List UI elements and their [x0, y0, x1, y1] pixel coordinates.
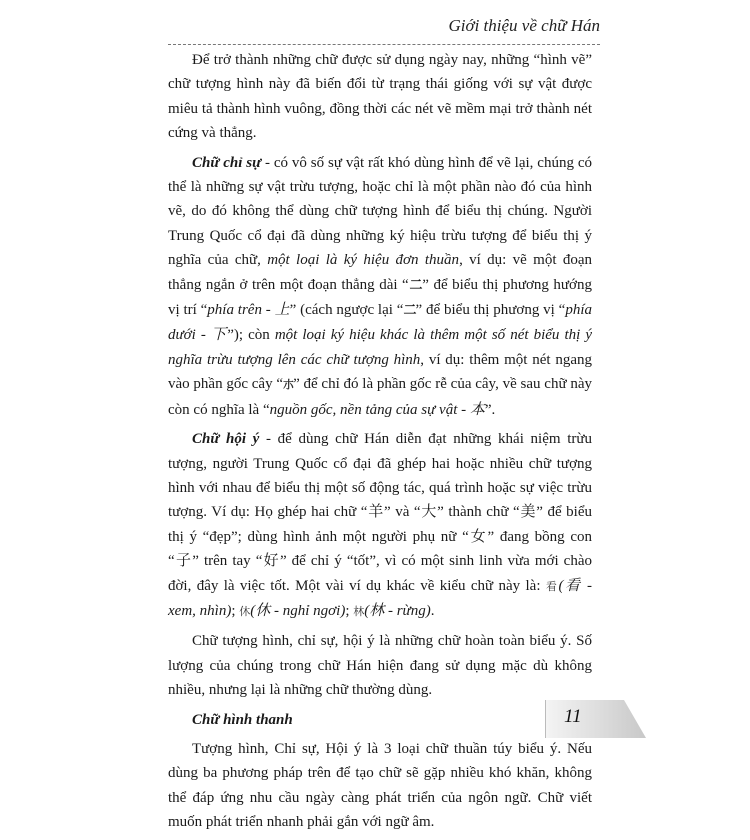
ancient-glyph-rest: 休 — [239, 605, 251, 618]
term-chi-su: Chữ chỉ sự — [192, 154, 262, 171]
paragraph-chi-su: Chữ chỉ sự - có vô số sự vật rất khó dùng hình để vẽ lại, chúng có thể là những sự vật trừu tượng, hoặc chỉ là một phần nào đó của hình vẽ, do đó không thể dùng chữ tượng hình để biểu thị chúng. Người Trung Quốc cổ đại đã dùng những ký hiệu trừu tượng để biểu thị ý nghĩa của chữ, một loại là ký hiệu đơn thuần, ví dụ: vẽ một đoạn thẳng ngắn ở trên một đoạn thẳng dài “二” để biểu thị phương hướng vị trí “phía trên - 上” (cách ngược lại “二” để biểu thị phương vị “phía dưới - 下”); còn một loại ký hiệu khác là thêm một số nét biểu thị ý nghĩa trừu tượng lên các chữ tượng hình, ví dụ: thêm một nét ngang vào phần gốc cây “朩” để chỉ đó là phần gốc rễ của cây, về sau chữ này còn có nghĩa là “nguồn gốc, nền tảng của sự vật - 本”. — [168, 154, 593, 418]
heading-hinh-thanh: Chữ hình thanh — [192, 711, 293, 728]
page-body — [168, 48, 592, 840]
paragraph-summary: Chữ tượng hình, chỉ sự, hội ý là những chữ hoàn toàn biểu ý. Số lượng của chúng trong chữ Hán hiện đang sử dụng mặc dù không nhiều, nhưng lại là những chữ thường dùng. — [168, 633, 592, 699]
page-number: 11 — [564, 706, 582, 727]
term-hoi-y: Chữ hội ý — [192, 431, 260, 448]
ancient-glyph-below: 二 — [403, 303, 416, 319]
ancient-glyph-above: 二 — [408, 277, 423, 293]
paragraph-hoi-y: Chữ hội ý - để dùng chữ Hán diễn đạt những khái niệm trừu tượng, người Trung Quốc cổ đại đã ghép hai hoặc nhiều chữ tượng hình với nhau để biểu thị một số động tác, quá trình hoặc sự việc trừu tượng. Ví dụ: Họ ghép hai chữ “羊” và “大” thành chữ “美” để biểu thị ý “đẹp”; dùng hình ảnh một người phụ nữ “女” đang bồng con “子” trên tay “好” để chỉ ý “tốt”, vì có một sinh linh vừa mới chào đời, đây là việc tốt. Một vài ví dụ khác về kiểu chữ này là: 看(看 - xem, nhìn); 休(休 - nghỉ ngơi); 林(林 - rừng). — [168, 431, 593, 619]
ancient-glyph-root: 朩 — [283, 378, 294, 392]
paragraph-hinh-thanh: Tượng hình, Chỉ sự, Hội ý là 3 loại chữ thuần túy biểu ý. Nếu dùng ba phương pháp trên để tạo chữ sẽ gặp nhiều khó khăn, không thể đáp ứng nhu cầu ngày càng phát triển của ngôn ngữ. Chữ viết muốn phát triển nhanh phải gắn với ngữ âm. — [168, 740, 592, 831]
ancient-glyph-see: 看 — [545, 580, 559, 593]
page-number-tab — [545, 700, 646, 738]
header-divider — [168, 44, 600, 45]
ancient-glyph-forest: 林 — [353, 605, 365, 618]
running-header: Giới thiệu về chữ Hán — [448, 16, 600, 35]
paragraph-intro: Để trở thành những chữ được sử dụng ngày nay, những “hình vẽ” chữ tượng hình này đã biến đổi từ trạng thái giống với sự vật được miêu tả thành hình vuông, đồng thời các nét vẽ mềm mại trở thành nét cứng và thẳng. — [168, 52, 592, 142]
section-heading — [168, 708, 592, 732]
